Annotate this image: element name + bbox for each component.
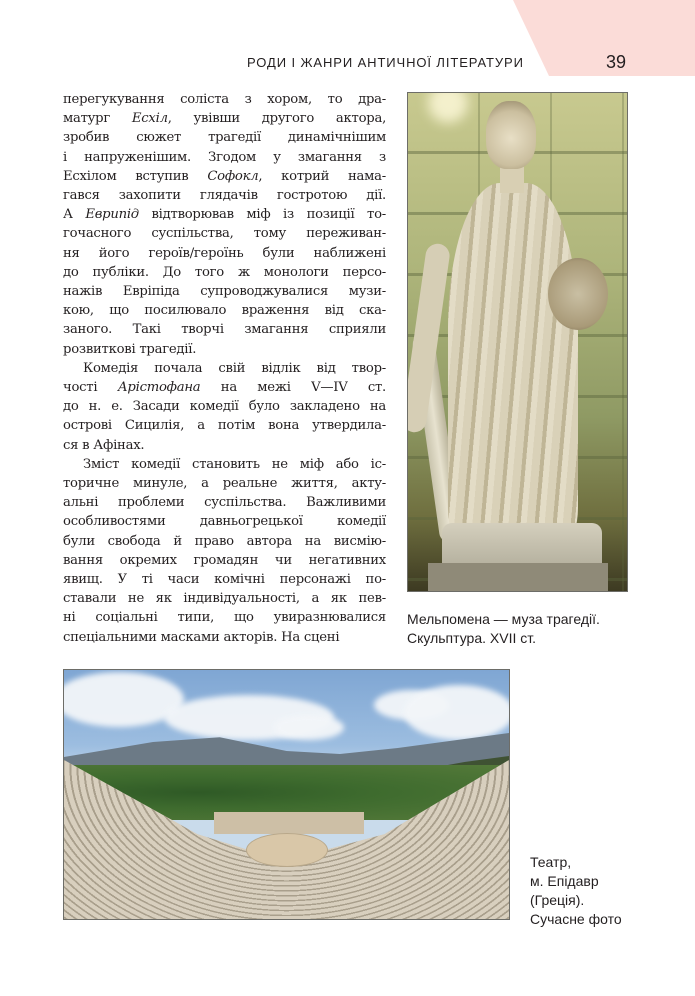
text-line <box>63 608 386 627</box>
text-line <box>63 224 386 243</box>
paragraph <box>63 455 386 647</box>
body-text <box>63 90 386 647</box>
text-run: гався захопити глядачів гостротою дії. <box>63 188 386 204</box>
text-line <box>63 205 386 224</box>
text-line <box>63 493 386 512</box>
text-run: А <box>63 207 86 223</box>
author-name: Еврипід <box>85 207 139 223</box>
text-run: до н. е. Засади комедії було закладено на <box>63 399 386 415</box>
theatre-mask <box>548 258 608 330</box>
text-run: нажів Евріпіда супроводжувалися музи- <box>63 284 386 300</box>
author-name: Софокл <box>207 168 259 184</box>
text-line <box>63 90 386 109</box>
statue-caption-line: Скульптура. XVII ст. <box>407 630 536 646</box>
text-run: особливостями давньогрецької комедії <box>63 514 386 530</box>
text-line <box>63 436 386 455</box>
statue-drapery <box>448 183 578 543</box>
theatre-caption <box>530 853 680 929</box>
text-line <box>63 359 386 378</box>
running-head: РОДИ І ЖАНРИ АНТИЧНОЇ ЛІТЕРАТУРИ <box>247 55 524 70</box>
text-run: і напруженішим. Згодом у змагання з <box>63 149 386 165</box>
text-run: торичне минуле, а реальне життя, акту- <box>63 476 386 492</box>
text-run: , увівши другого актора, <box>167 111 387 127</box>
text-run: спеціальними масками акторів. На сцені <box>63 629 340 645</box>
theatre-caption-line: (Греція). <box>530 892 585 908</box>
text-run: альні проблеми суспільства. Важливими <box>63 495 386 511</box>
theatre-caption-line: м. Епідавр <box>530 873 599 889</box>
text-run: відтворював міф із позиції то- <box>138 207 386 223</box>
statue-plinth <box>428 563 608 592</box>
text-run: Зміст комедії становить не міф або іс- <box>83 456 386 472</box>
statue-caption <box>407 610 647 648</box>
text-line <box>63 186 386 205</box>
text-line <box>63 378 386 397</box>
text-run: ставали не як індивідуальності, а як пев- <box>63 591 386 607</box>
text-run: острові Сицилія, а потім вона утвердила- <box>63 418 386 434</box>
stage-ruins <box>214 812 364 834</box>
author-name: Есхіл <box>131 111 168 127</box>
theatre-caption-line: Сучасне фото <box>530 911 622 927</box>
statue-head <box>486 101 536 169</box>
text-run: , котрий нама- <box>258 168 386 184</box>
text-run: зробив сюжет трагедії динамічнішим <box>63 130 386 146</box>
theatre-photo <box>63 669 510 920</box>
text-line <box>63 512 386 531</box>
text-line <box>63 551 386 570</box>
paragraph <box>63 359 386 455</box>
text-run: чості <box>63 380 118 396</box>
text-run: ня його героїв/героїнь були наближені <box>63 245 386 261</box>
page-number: 39 <box>606 52 627 72</box>
text-line <box>63 589 386 608</box>
text-line <box>63 301 386 320</box>
text-run: явищ. У ті часи комічні персонажі по- <box>63 572 386 588</box>
header-accent-shape <box>513 0 695 76</box>
cloud <box>274 715 344 740</box>
text-line <box>63 532 386 551</box>
text-run: гочасного суспільства, тому переживан- <box>63 226 386 242</box>
text-run: були свобода й право автора на висмію- <box>63 533 386 549</box>
text-line <box>63 570 386 589</box>
text-run: заного. Такі творчі змагання сприяли <box>63 322 386 338</box>
text-line <box>63 148 386 167</box>
text-run: на межі V—IV ст. <box>200 380 387 396</box>
text-line <box>63 416 386 435</box>
text-line <box>63 128 386 147</box>
text-line <box>63 455 386 474</box>
text-run: ся в Афінах. <box>63 437 145 453</box>
text-line <box>63 263 386 282</box>
text-line <box>63 474 386 493</box>
text-line <box>63 320 386 339</box>
theatre-caption-line: Театр, <box>530 854 572 870</box>
text-line <box>63 282 386 301</box>
text-run: ні соціальні типи, що увиразнювалися <box>63 610 386 626</box>
text-run: Есхілом вступив <box>63 168 208 184</box>
statue-photo <box>407 92 628 592</box>
text-line <box>63 167 386 186</box>
statue-caption-line: Мельпомена — муза трагедії. <box>407 611 600 627</box>
text-run: матург <box>63 111 132 127</box>
text-line <box>63 397 386 416</box>
author-name: Арістофана <box>117 380 201 396</box>
text-run: вання окремих громадян чи негативних <box>63 552 386 568</box>
text-line <box>63 244 386 263</box>
text-run: перегукування соліста з хором, то дра- <box>63 92 386 107</box>
cloud <box>404 685 510 740</box>
text-run: розвиткові трагедії. <box>63 341 197 357</box>
text-line <box>63 628 386 647</box>
text-run: до публіки. До того ж монологи персо- <box>63 264 386 280</box>
text-run: кою, що посилювало враження від ска- <box>63 303 386 319</box>
orchestra-circle <box>246 833 328 867</box>
text-line <box>63 340 386 359</box>
text-line <box>63 109 386 128</box>
paragraph <box>63 90 386 359</box>
text-run: Комедія почала свій відлік від твор- <box>83 360 386 376</box>
